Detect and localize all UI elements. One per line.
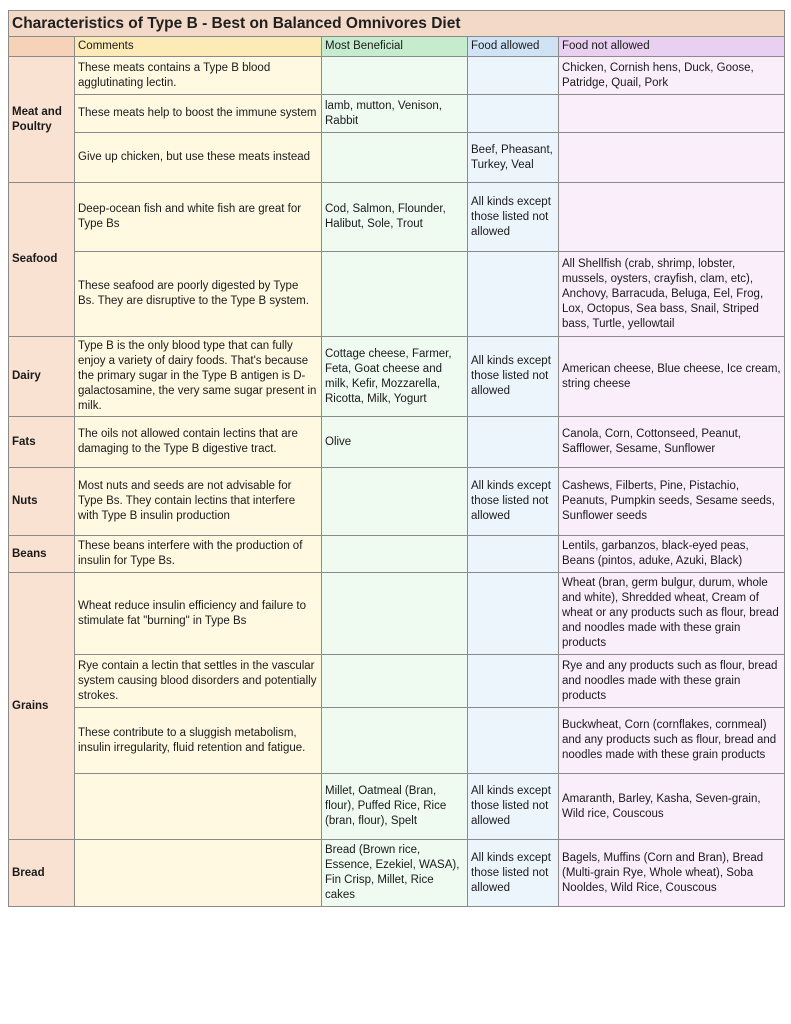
table-row xyxy=(9,252,785,337)
food-allowed-cell xyxy=(468,252,559,337)
comments-cell: These contribute to a sluggish metabolism, insulin irregularity, fluid retention and fatigue. xyxy=(75,708,322,774)
comments-cell: Type B is the only blood type that can fully enjoy a variety of dairy foods. That's because the primary sugar in the Type B antigen is D-galactosamine, the very same sugar present in milk. xyxy=(75,337,322,417)
table-row xyxy=(9,536,785,573)
table-row xyxy=(9,573,785,655)
food-not-allowed-cell: Chicken, Cornish hens, Duck, Goose, Patridge, Quail, Pork xyxy=(559,57,785,95)
table-row xyxy=(9,468,785,536)
food-allowed-cell xyxy=(468,655,559,708)
most-beneficial-cell xyxy=(322,133,468,183)
food-not-allowed-cell: Wheat (bran, germ bulgur, durum, whole and white), Shredded wheat, Cream of wheat or any products such as flour, bread and noodles made with these grain products xyxy=(559,573,785,655)
header-row xyxy=(9,37,785,57)
food-not-allowed-cell xyxy=(559,183,785,252)
food-not-allowed-cell: American cheese, Blue cheese, Ice cream, string cheese xyxy=(559,337,785,417)
most-beneficial-cell: Millet, Oatmeal (Bran, flour), Puffed Rice, Rice (bran, flour), Spelt xyxy=(322,774,468,840)
most-beneficial-cell: Cottage cheese, Farmer, Feta, Goat cheese and milk, Kefir, Mozzarella, Ricotta, Milk, Yogurt xyxy=(322,337,468,417)
most-beneficial-cell xyxy=(322,655,468,708)
category-label: Seafood xyxy=(9,183,75,337)
category-label: Nuts xyxy=(9,468,75,536)
most-beneficial-cell xyxy=(322,57,468,95)
category-label: Beans xyxy=(9,536,75,573)
food-not-allowed-cell: Bagels, Muffins (Corn and Bran), Bread (Multi-grain Rye, Whole wheat), Soba Nooldes, Wild Rice, Couscous xyxy=(559,840,785,907)
header-food-allowed: Food allowed xyxy=(468,37,559,57)
comments-cell: Wheat reduce insulin efficiency and failure to stimulate fat "burning" in Type Bs xyxy=(75,573,322,655)
comments-cell: The oils not allowed contain lectins that are damaging to the Type B digestive tract. xyxy=(75,417,322,468)
food-not-allowed-cell: All Shellfish (crab, shrimp, lobster, mussels, oysters, crayfish, clam, etc), Anchovy, Barracuda, Beluga, Eel, Frog, Lox, Octopus, Sea bass, Snail, Striped bass, Turtle, yellowtail xyxy=(559,252,785,337)
header-comments: Comments xyxy=(75,37,322,57)
food-allowed-cell: All kinds except those listed not allowed xyxy=(468,840,559,907)
most-beneficial-cell: Olive xyxy=(322,417,468,468)
food-not-allowed-cell: Buckwheat, Corn (cornflakes, cornmeal) and any products such as flour, bread and noodles made with these grain products xyxy=(559,708,785,774)
comments-cell: These meats contains a Type B blood agglutinating lectin. xyxy=(75,57,322,95)
header-category xyxy=(9,37,75,57)
table-row xyxy=(9,840,785,907)
food-allowed-cell xyxy=(468,95,559,133)
comments-cell xyxy=(75,774,322,840)
food-allowed-cell: All kinds except those listed not allowed xyxy=(468,183,559,252)
most-beneficial-cell xyxy=(322,252,468,337)
comments-cell: Give up chicken, but use these meats instead xyxy=(75,133,322,183)
table-row xyxy=(9,57,785,95)
diet-table xyxy=(8,10,785,907)
most-beneficial-cell: lamb, mutton, Venison, Rabbit xyxy=(322,95,468,133)
table-title: Characteristics of Type B - Best on Balanced Omnivores Diet xyxy=(9,11,785,37)
food-not-allowed-cell xyxy=(559,133,785,183)
header-food-not-allowed: Food not allowed xyxy=(559,37,785,57)
food-not-allowed-cell: Rye and any products such as flour, bread and noodles made with these grain products xyxy=(559,655,785,708)
table-row xyxy=(9,774,785,840)
comments-cell: Rye contain a lectin that settles in the vascular system causing blood disorders and potentially strokes. xyxy=(75,655,322,708)
most-beneficial-cell xyxy=(322,536,468,573)
food-allowed-cell: All kinds except those listed not allowed xyxy=(468,468,559,536)
food-not-allowed-cell: Lentils, garbanzos, black-eyed peas, Beans (pintos, aduke, Azuki, Black) xyxy=(559,536,785,573)
category-label: Meat and Poultry xyxy=(9,57,75,183)
food-not-allowed-cell: Cashews, Filberts, Pine, Pistachio, Peanuts, Pumpkin seeds, Sesame seeds, Sunflower seeds xyxy=(559,468,785,536)
most-beneficial-cell: Bread (Brown rice, Essence, Ezekiel, WASA), Fin Crisp, Millet, Rice cakes xyxy=(322,840,468,907)
title-row xyxy=(9,11,785,37)
table-row xyxy=(9,95,785,133)
food-allowed-cell: All kinds except those listed not allowed xyxy=(468,337,559,417)
comments-cell: Most nuts and seeds are not advisable for Type Bs. They contain lectins that interfere with Type B insulin production xyxy=(75,468,322,536)
most-beneficial-cell xyxy=(322,708,468,774)
food-allowed-cell xyxy=(468,57,559,95)
comments-cell: These beans interfere with the production of insulin for Type Bs. xyxy=(75,536,322,573)
category-label: Grains xyxy=(9,573,75,840)
food-allowed-cell xyxy=(468,536,559,573)
food-not-allowed-cell: Canola, Corn, Cottonseed, Peanut, Safflower, Sesame, Sunflower xyxy=(559,417,785,468)
food-allowed-cell xyxy=(468,708,559,774)
table-row xyxy=(9,183,785,252)
food-not-allowed-cell: Amaranth, Barley, Kasha, Seven-grain, Wild rice, Couscous xyxy=(559,774,785,840)
food-allowed-cell: Beef, Pheasant, Turkey, Veal xyxy=(468,133,559,183)
most-beneficial-cell xyxy=(322,468,468,536)
table-row xyxy=(9,708,785,774)
food-allowed-cell xyxy=(468,573,559,655)
table-row xyxy=(9,337,785,417)
category-label: Fats xyxy=(9,417,75,468)
table-row xyxy=(9,417,785,468)
food-allowed-cell xyxy=(468,417,559,468)
category-label: Bread xyxy=(9,840,75,907)
comments-cell: These seafood are poorly digested by Type Bs. They are disruptive to the Type B system. xyxy=(75,252,322,337)
food-not-allowed-cell xyxy=(559,95,785,133)
header-most-beneficial: Most Beneficial xyxy=(322,37,468,57)
most-beneficial-cell xyxy=(322,573,468,655)
comments-cell: Deep-ocean fish and white fish are great for Type Bs xyxy=(75,183,322,252)
food-allowed-cell: All kinds except those listed not allowed xyxy=(468,774,559,840)
category-label: Dairy xyxy=(9,337,75,417)
table-row xyxy=(9,133,785,183)
comments-cell xyxy=(75,840,322,907)
most-beneficial-cell: Cod, Salmon, Flounder, Halibut, Sole, Trout xyxy=(322,183,468,252)
table-row xyxy=(9,655,785,708)
comments-cell: These meats help to boost the immune system xyxy=(75,95,322,133)
